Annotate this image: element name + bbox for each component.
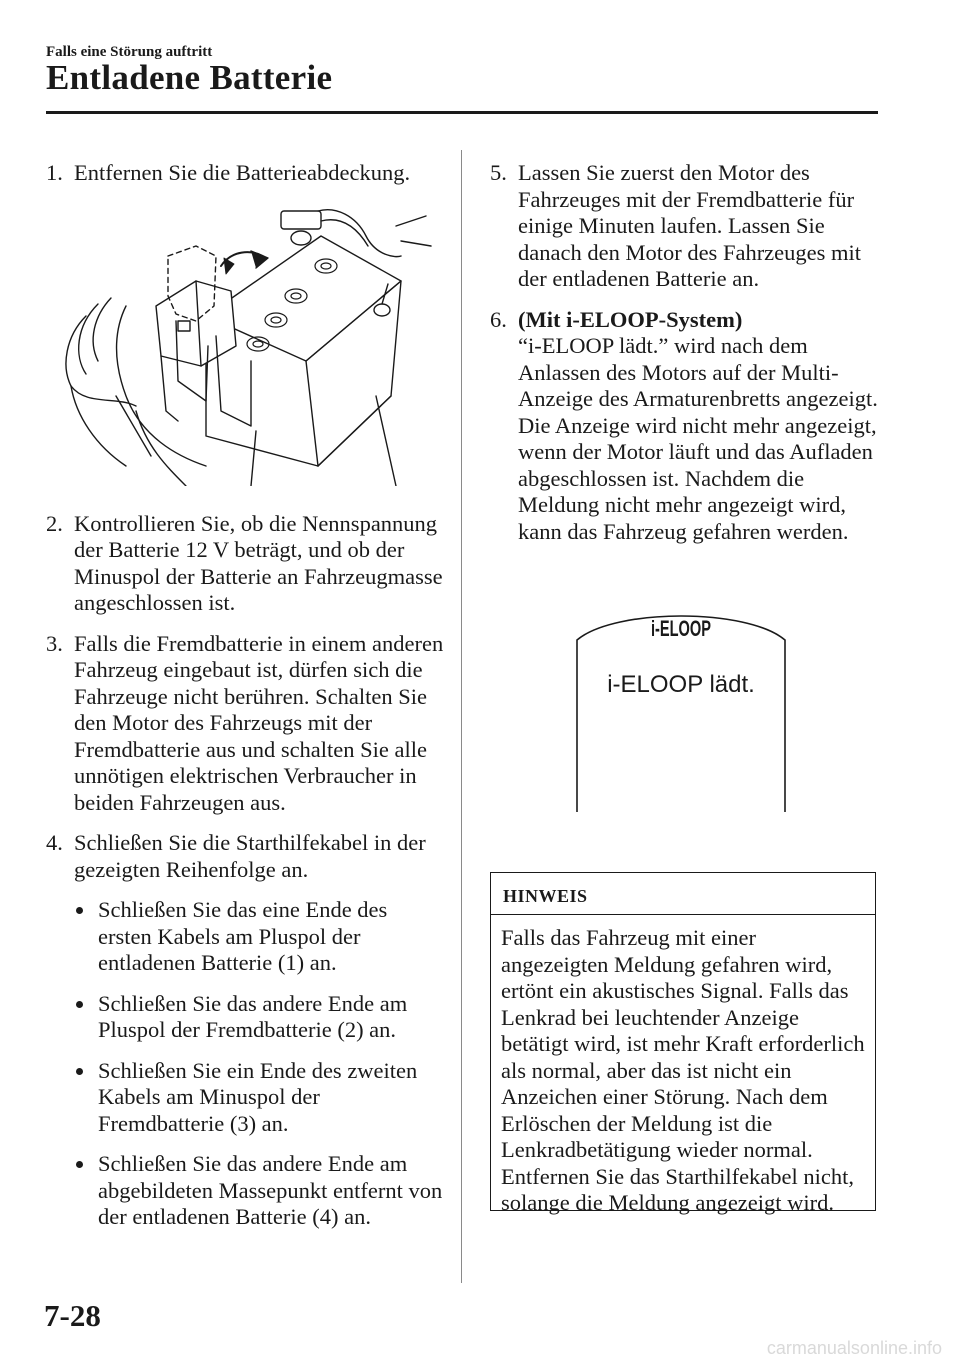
- list-item: Schließen Sie das eine Ende des ersten Kabels am Pluspol der entladenen Batterie (1) an.: [46, 897, 446, 977]
- step-text: Kontrollieren Sie, ob die Nennspannung der Batterie 12 V beträgt, und ob der Minuspol der Batterie an Fahrzeugmasse angeschlossen ist.: [74, 510, 443, 615]
- multi-display-illustration: [575, 600, 787, 812]
- note-text: Falls das Fahrzeug mit einer angezeigten Meldung gefahren wird, ertönt ein akustisches Signal. Falls das Lenkrad bei leuchtender Anzeige betätigt wird, ist mehr Kraft erforderlich als normal, aber das ist nicht ein Anzeichen einer Störung. Nach dem Erlöschen der Meldung ist die Lenkradbetätigung wieder normal. Entfernen Sie das Starthilfekabel nicht, solange die Meldung angezeigt wird.: [501, 925, 865, 1215]
- step-2: [46, 511, 446, 617]
- step-text: Falls die Fremdbatterie in einem anderen Fahrzeug eingebaut ist, dürfen sich die Fahrzeuge nicht berühren. Schalten Sie den Motor des Fahrzeugs mit der Fremdbatterie aus und schalten Sie alle unnötigen elektrischen Verbraucher in beiden Fahrzeugen aus.: [74, 630, 444, 815]
- title-rule: [46, 111, 878, 114]
- step-5: [490, 160, 890, 293]
- step-number: 4.: [46, 830, 63, 855]
- step-number: 5.: [490, 160, 507, 185]
- bullet-dot-icon: [76, 1161, 83, 1168]
- section-label: Falls eine Störung auftritt: [46, 44, 213, 60]
- footer-watermark: carmanualsonline.info: [766, 1338, 942, 1358]
- display-message: i-ELOOP lädt.: [607, 671, 755, 698]
- step-number: 3.: [46, 630, 63, 656]
- list-item: Schließen Sie ein Ende des zweiten Kabels am Minuspol der Fremdbatterie (3) an.: [46, 1058, 446, 1138]
- step-number: 2.: [46, 510, 63, 536]
- bullet-dot-icon: [76, 1001, 83, 1008]
- i-eloop-logo: i-ELOOP: [651, 616, 711, 641]
- battery-cover-illustration: [56, 196, 436, 486]
- column-divider: [461, 150, 462, 1283]
- bullet-dot-icon: [76, 1068, 83, 1075]
- note-box: [490, 872, 876, 1215]
- step-4: [46, 830, 446, 883]
- bullet-dot-icon: [76, 907, 83, 914]
- page-title: Entladene Batterie: [46, 58, 333, 97]
- step-number: 1.: [46, 160, 63, 185]
- right-column: [490, 160, 890, 545]
- step-text: Lassen Sie zuerst den Motor des Fahrzeuges mit der Fremdbatterie für einige Minuten laufen. Lassen Sie danach den Motor des Fahrzeuges mit der entladenen Batterie an.: [518, 160, 862, 291]
- step-4-bullets: [46, 897, 446, 1231]
- step-text: “i-ELOOP lädt.” wird nach dem Anlassen des Motors auf der Multi-Anzeige des Armaturenbretts angezeigt. Die Anzeige wird nicht mehr angezeigt, wenn der Motor läuft und das Aufladen abgeschlossen ist. Nachdem die Meldung nicht mehr angezeigt wird, kann das Fahrzeug gefahren werden.: [518, 333, 878, 544]
- note-heading: HINWEIS: [491, 873, 875, 915]
- step-text: Schließen Sie die Starthilfekabel in der gezeigten Reihenfolge an.: [74, 830, 426, 882]
- step-3: [46, 631, 446, 817]
- page-number: 7-28: [44, 1298, 101, 1333]
- list-item: Schließen Sie das andere Ende am abgebildeten Massepunkt entfernt von der entladenen Batterie (4) an.: [46, 1151, 446, 1231]
- step-text: Entfernen Sie die Batterieabdeckung.: [74, 160, 411, 185]
- step-heading: (Mit i-ELOOP-System): [518, 306, 743, 332]
- list-item: Schließen Sie das andere Ende am Pluspol der Fremdbatterie (2) an.: [46, 991, 446, 1044]
- step-number: 6.: [490, 306, 507, 332]
- step-1: [46, 160, 446, 187]
- step-6: [490, 307, 890, 546]
